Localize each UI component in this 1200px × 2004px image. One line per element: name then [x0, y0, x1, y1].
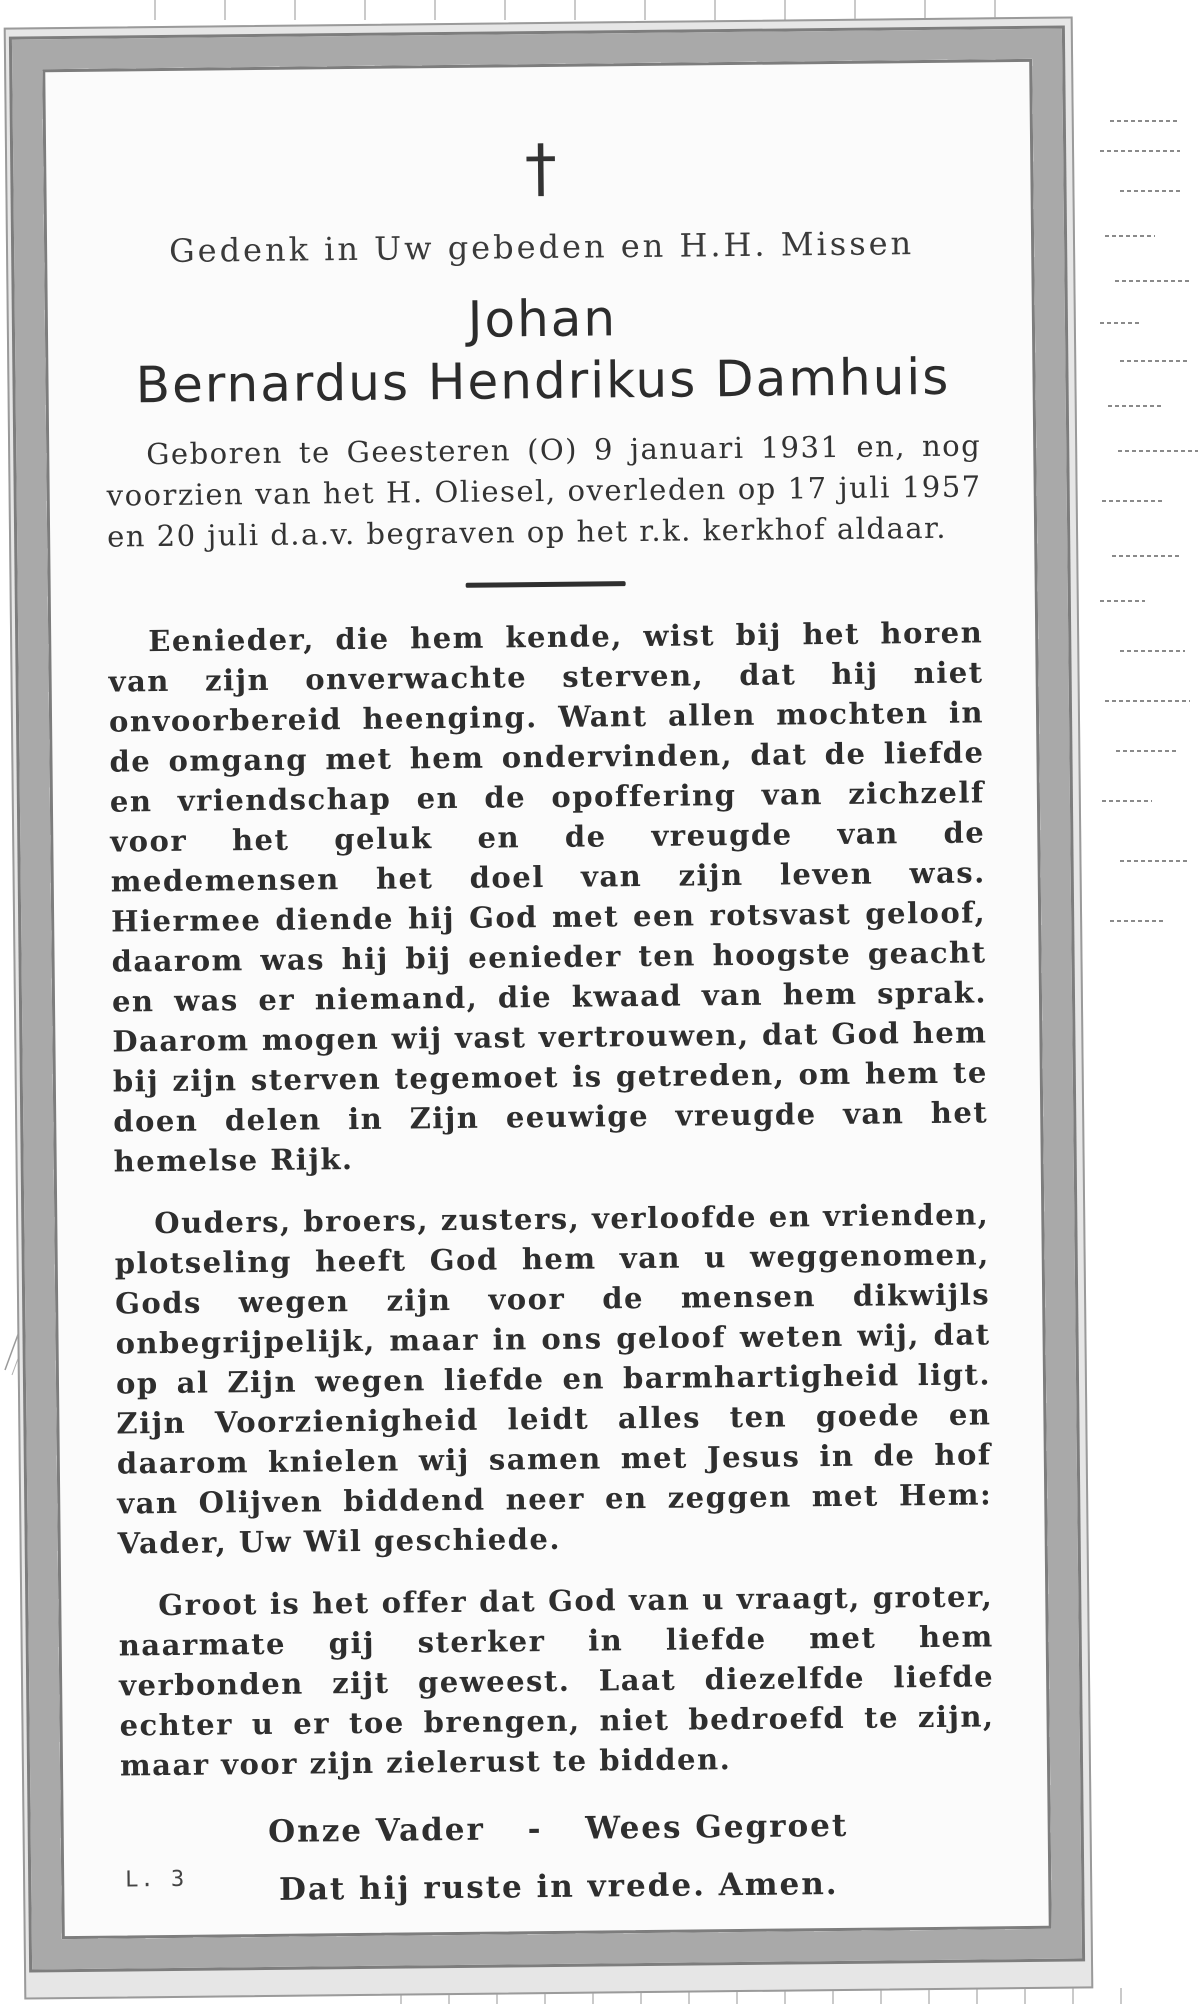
divider-rule — [465, 581, 625, 588]
card-content — [103, 99, 997, 1908]
memorial-card — [12, 29, 1082, 1970]
deceased-full-name: Bernardus Hendrikus Damhuis — [135, 347, 951, 415]
scan-edge-marks-top — [120, 0, 1020, 20]
prayer-separator: - — [527, 1811, 543, 1848]
prayer-line — [121, 1806, 996, 1851]
text-paragraph: Groot is het offer dat God van u vraagt, groter, naarmate gij sterker in liefde met hem verbonden zijt geweest. Laat diezelfde liefde echter u er toe brengen, niet bedroefd te zijn, maar voor zijn zielerust te bidden. — [118, 1579, 995, 1783]
intro-line: Gedenk in Uw gebeden en H.H. Missen — [168, 224, 915, 270]
prayer-wees-gegroet: Wees Gegroet — [585, 1807, 849, 1847]
birth-death-details: Geboren te Geesteren (O) 9 januari 1931 en, nog voorzien van het H. Oliesel, overleden op 17 juli 1957 en 20 juli d.a.v. begraven op het r.k. kerkhof aldaar. — [106, 428, 982, 554]
closing-line: Dat hij ruste in vrede. Amen. — [278, 1865, 839, 1908]
scan-edge-marks-right — [1090, 60, 1200, 1960]
text-paragraph: Ouders, broers, zusters, verloofde en vrienden, plotseling heeft God hem van u weggenomen, Gods wegen zijn voor de mensen dikwijls onbegrijpelijk, maar in ons geloof weten wij, dat op al Zijn wegen liefde en barmhartigheid ligt. Zijn Voorzienigheid leidt alles ten goede en daarom knielen wij samen met Jesus in de hof van Olijven biddend neer en zeggen met Hem: Vader, Uw Wil geschiede. — [114, 1197, 993, 1561]
prayer-onze-vader: Onze Vader — [267, 1811, 486, 1850]
cross-icon: † — [524, 131, 558, 207]
printer-code: L. 3 — [125, 1866, 187, 1893]
text-paragraph: Eenieder, die hem kende, wist bij het horen van zijn onverwachte sterven, dat hij niet onvoorbereid heenging. Want allen mochten in de omgang met hem ondervinden, dat de liefde en vriendschap en de opoffering van zichzelf voor het geluk en de vreugde van de medemensen het doel van zijn leven was. Hiermee diende hij God met een rotsvast geloof, daarom was hij bij eenieder ten hoogste geacht en was er niemand, die kwaad van hem sprak. Daarom mogen wij vast vertrouwen, dat God hem bij zijn sterven tegemoet is getreden, om hem te doen delen in Zijn eeuwige vreugde van het hemelse Rijk. — [108, 615, 989, 1179]
deceased-first-name: Johan — [467, 289, 618, 349]
